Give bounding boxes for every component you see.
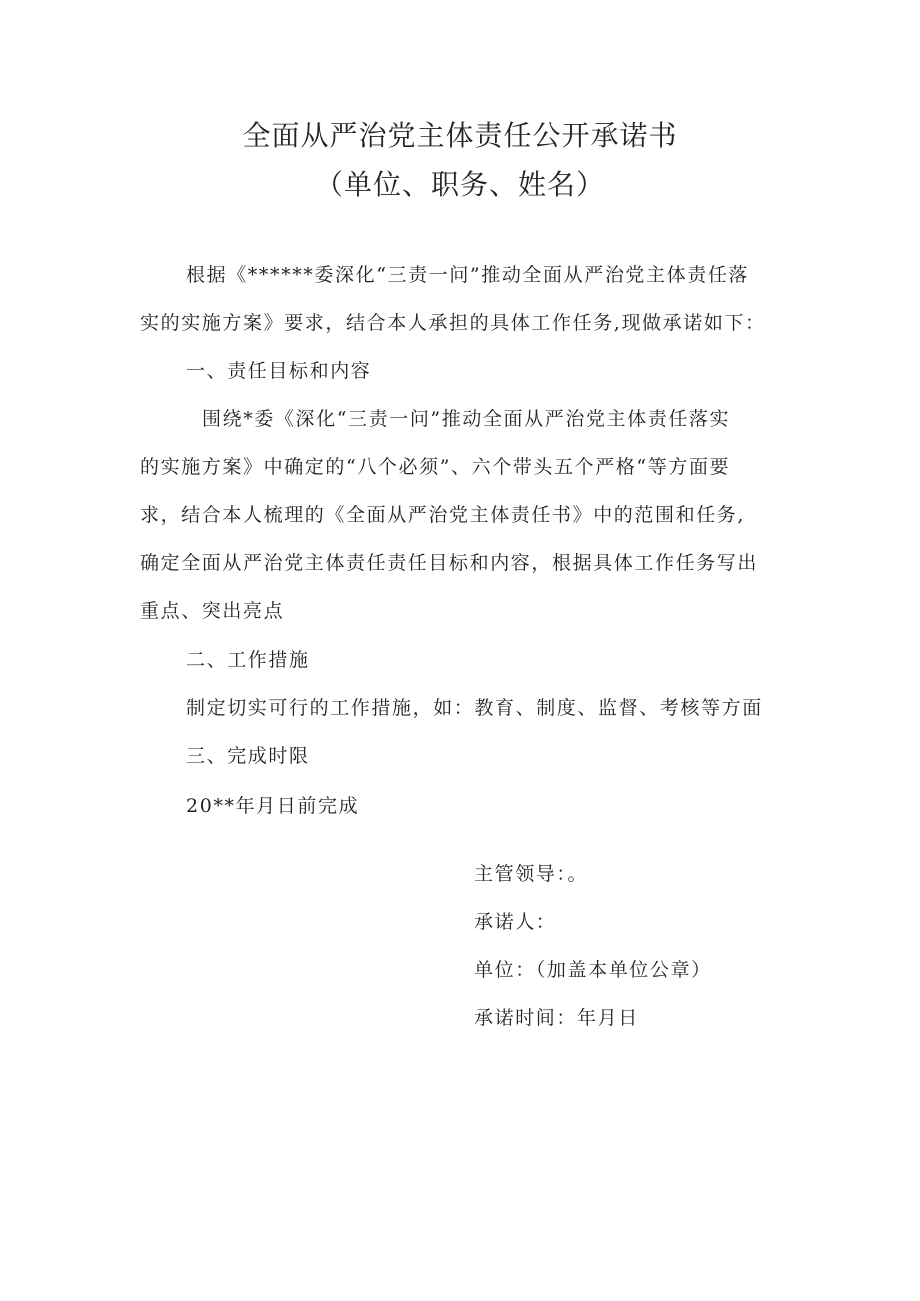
section1-line-2: 的实施方案》中确定的“八个必须”、六个带头五个严格“等方面要: [140, 456, 731, 478]
signature-leader: 主管领导：。: [474, 863, 589, 885]
signature-unit: 单位：（加盖本单位公章）: [474, 959, 712, 981]
signature-promiser: 承诺人：: [474, 911, 557, 933]
section3-body: 20**年月日前完成: [186, 795, 360, 817]
document-title: 全面从严治党主体责任公开承诺书: [242, 119, 678, 152]
section1-line-3: 求，结合本人梳理的《全面从严治党主体责任书》中的范围和任务,: [140, 504, 746, 526]
document-subtitle: （单位、职务、姓名）: [314, 168, 605, 201]
section2-body: 制定切实可行的工作措施，如：教育、制度、监督、考核等方面: [186, 697, 763, 719]
section1-line-4: 确定全面从严治党主体责任责任目标和内容，根据具体工作任务写出: [140, 552, 759, 574]
section1-heading: 一、责任目标和内容: [186, 360, 372, 382]
section2-heading: 二、工作措施: [186, 649, 310, 671]
signature-time: 承诺时间：年月日: [474, 1007, 639, 1029]
section1-line-5: 重点、突出亮点: [140, 600, 285, 622]
intro-line-2: 实的实施方案》要求，结合本人承担的具体工作任务,现做承诺如下：: [140, 312, 766, 334]
intro-line-1: 根据《******委深化“三责一问”推动全面从严治党主体责任落: [186, 264, 750, 286]
section3-heading: 三、完成时限: [186, 745, 310, 767]
section1-line-1: 围绕*委《深化“三责一问”推动全面从严治党主体责任落实: [202, 408, 731, 430]
